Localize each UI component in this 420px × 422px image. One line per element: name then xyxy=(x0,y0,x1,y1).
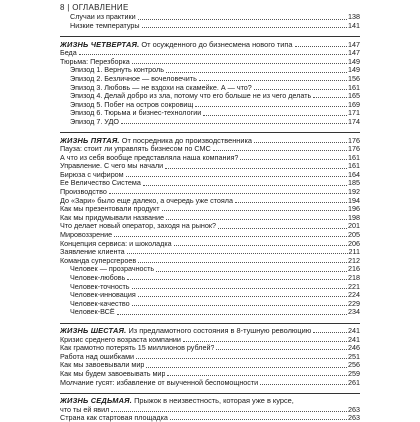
toc-entry xyxy=(60,361,360,370)
toc-entry-title: Эпизод 1. Вернуть контроль xyxy=(70,66,164,75)
toc-entry-title: Человек — прозрачность xyxy=(70,265,155,274)
toc-entry-title: Эпизод 6. Тюрьма и бизнес-технологии xyxy=(70,109,202,118)
dot-leader xyxy=(240,159,347,160)
toc-page-number: 259 xyxy=(348,368,360,378)
toc-entry-title xyxy=(60,397,294,405)
toc-page-number: 149 xyxy=(348,56,360,66)
toc-part-title: От посредника до производственника xyxy=(121,136,253,145)
toc-entry-title: Эпизод 2. Безличное — вочеловечить xyxy=(70,74,197,83)
dot-leader xyxy=(132,288,348,289)
dot-leader xyxy=(165,168,347,169)
dot-leader xyxy=(142,27,347,28)
toc-entry-title: Как мы придумывали название xyxy=(60,213,164,222)
toc-entry-title: Кризис среднего возраста компании xyxy=(60,335,181,344)
toc-entry-title: Случаи из практики xyxy=(70,13,136,22)
toc-page-number: 176 xyxy=(348,135,360,145)
toc-page-number: 196 xyxy=(348,204,360,214)
toc-entry xyxy=(60,13,360,22)
header-separator: | xyxy=(67,3,70,12)
dot-leader xyxy=(254,89,347,90)
toc-page-number: 229 xyxy=(348,298,360,308)
toc-entry xyxy=(60,179,360,188)
toc-part-heading xyxy=(60,132,360,145)
dot-leader xyxy=(260,384,347,385)
toc-entry xyxy=(60,378,360,387)
toc-entry xyxy=(60,57,360,66)
toc-page-number: 211 xyxy=(348,247,360,257)
toc-entry xyxy=(60,171,360,180)
toc-entry-title: Эпизод 4. Делай добро из зла, потому что его больше не из чего делать xyxy=(70,92,312,101)
toc-page-number: 218 xyxy=(348,273,360,283)
dot-leader xyxy=(195,106,347,107)
toc-entry-title: Как мы завоевывали мир xyxy=(60,361,145,370)
toc-entry xyxy=(60,248,360,257)
dot-leader xyxy=(183,341,347,342)
dot-leader xyxy=(109,193,347,194)
toc-part-heading xyxy=(60,393,360,406)
toc-page-number: 251 xyxy=(348,351,360,361)
toc-part-keyword: ЖИЗНЬ ЧЕТВЕРТАЯ. xyxy=(60,40,140,49)
toc-part-title: Из предламотного состояния в 8-тушную революцию xyxy=(128,326,312,335)
toc-entry xyxy=(60,100,360,109)
toc-entry-title: Заявление клиента xyxy=(60,248,125,257)
dot-leader xyxy=(313,332,347,333)
dot-leader xyxy=(199,80,347,81)
toc-page-number: 165 xyxy=(348,91,360,101)
toc-part-title: От осужденного до бизнесмена нового типа xyxy=(141,40,293,49)
toc-entry-title: Молчание гусят: избавление от выученной беспомощности xyxy=(60,378,259,387)
toc-page-number: 201 xyxy=(348,221,360,231)
toc-page-number: 246 xyxy=(348,343,360,353)
dot-leader xyxy=(162,210,347,211)
toc-page-number: 263 xyxy=(348,404,360,414)
dot-leader xyxy=(132,63,347,64)
dot-leader xyxy=(235,202,347,203)
toc-entry xyxy=(60,231,360,240)
toc-entry xyxy=(60,205,360,214)
toc-entry-title: Бирюза с чифиром xyxy=(60,170,124,179)
toc-page-number: 161 xyxy=(348,82,360,92)
toc-page-number: 234 xyxy=(348,307,360,317)
dot-leader xyxy=(166,219,347,220)
toc-entry xyxy=(60,291,360,300)
toc-entry-title: Эпизод 7. УДО xyxy=(70,117,120,126)
toc-entry xyxy=(60,256,360,265)
toc-entry-title: До «Зари» было еще далеко, а очередь уже стояла xyxy=(60,196,233,205)
dot-leader xyxy=(136,358,347,359)
toc-entry-title: Человек-качество xyxy=(70,299,130,308)
toc-entry-title: Что делает новый оператор, заходя на рынок? xyxy=(60,222,217,231)
toc-entry-title xyxy=(60,327,311,335)
toc-entry xyxy=(60,66,360,75)
page-number: 8 xyxy=(60,3,65,12)
toc-entry-title: Как мы презентовали продукт xyxy=(60,205,160,214)
toc-page-number: 224 xyxy=(348,290,360,300)
toc-entry-title: Беда xyxy=(60,49,77,58)
toc-page-number: 212 xyxy=(348,255,360,265)
dot-leader xyxy=(254,142,347,143)
toc-entry-title xyxy=(60,41,293,49)
toc-page-number: 171 xyxy=(348,108,360,118)
dot-leader xyxy=(127,279,347,280)
toc-entry xyxy=(60,405,360,413)
toc-entry-title: Эпизод 3. Любовь — не вздохи на скамейке. А — что? xyxy=(70,83,252,92)
toc-page-number: 221 xyxy=(348,281,360,291)
toc-entry-title: Человек-ВСЁ xyxy=(70,308,115,317)
toc-entry xyxy=(60,75,360,84)
toc-page-number: 174 xyxy=(348,116,360,126)
toc-entry xyxy=(60,162,360,171)
dot-leader xyxy=(213,150,347,151)
toc-page-number: 241 xyxy=(348,334,360,344)
toc-entry-title: Пауза: стоит ли управлять бизнесом по СМС xyxy=(60,145,211,154)
running-head xyxy=(60,3,129,12)
toc-entry xyxy=(60,282,360,291)
table-of-contents xyxy=(60,13,360,422)
dot-leader xyxy=(114,236,347,237)
toc-entry-title: Ее Величество Система xyxy=(60,179,141,188)
toc-page-number: 241 xyxy=(348,325,360,335)
toc-entry xyxy=(60,92,360,101)
dot-leader xyxy=(203,115,347,116)
toc-entry xyxy=(60,414,360,422)
toc-page-number: 206 xyxy=(348,238,360,248)
dot-leader xyxy=(138,262,347,263)
dot-leader xyxy=(146,367,347,368)
toc-entry xyxy=(60,344,360,353)
dot-leader xyxy=(111,411,347,412)
dot-leader xyxy=(218,228,347,229)
toc-entry-title: Управление. С чего мы начали xyxy=(60,162,164,171)
toc-page-number: 147 xyxy=(348,39,360,49)
toc-entry xyxy=(60,118,360,127)
toc-entry xyxy=(60,22,360,31)
toc-entry-title: Как грамотно потерять 15 миллионов рублей? xyxy=(60,344,215,353)
toc-entry xyxy=(60,213,360,222)
toc-page-number: 164 xyxy=(348,169,360,179)
toc-entry xyxy=(60,239,360,248)
dot-leader xyxy=(295,46,347,47)
toc-entry xyxy=(60,188,360,197)
dot-leader xyxy=(117,314,347,315)
toc-entry-title xyxy=(60,137,252,145)
toc-entry-title: Эпизод 5. Побег на остров сокровищ xyxy=(70,100,194,109)
dot-leader xyxy=(132,305,347,306)
toc-entry-title: Человек-инновация xyxy=(70,291,136,300)
toc-page-number: 161 xyxy=(348,152,360,162)
dot-leader xyxy=(313,97,347,98)
toc-entry xyxy=(60,109,360,118)
dot-leader xyxy=(127,253,348,254)
dot-leader xyxy=(156,271,347,272)
toc-entry xyxy=(60,145,360,154)
toc-page-number: 149 xyxy=(348,65,360,75)
page-title: ОГЛАВЛЕНИЕ xyxy=(72,3,129,12)
toc-entry-title: Человек-любовь xyxy=(70,274,126,283)
toc-page-number: 147 xyxy=(348,48,360,58)
toc-part-heading xyxy=(60,323,360,336)
dot-leader xyxy=(167,375,347,376)
toc-entry-title: Как мы будем завоевывать мир xyxy=(60,369,166,378)
toc-page-number: 141 xyxy=(348,20,360,30)
dot-leader xyxy=(126,176,347,177)
toc-entry xyxy=(60,83,360,92)
toc-page-number: 261 xyxy=(348,377,360,387)
toc-entry-title: Человек-точность xyxy=(70,282,130,291)
toc-entry-title: Страна как стартовая площадка xyxy=(60,414,168,422)
toc-page-number: 156 xyxy=(348,73,360,83)
toc-page-number: 185 xyxy=(348,178,360,188)
toc-page-number: 138 xyxy=(348,12,360,22)
dot-leader xyxy=(174,245,347,246)
toc-part-heading xyxy=(60,36,360,49)
toc-entry-title: Производство xyxy=(60,188,107,197)
dot-leader xyxy=(138,19,347,20)
toc-entry xyxy=(60,265,360,274)
dot-leader xyxy=(121,123,347,124)
dot-leader xyxy=(79,54,347,55)
toc-page-number: 263 xyxy=(348,413,360,422)
dot-leader xyxy=(216,349,347,350)
toc-entry xyxy=(60,49,360,58)
toc-entry-title: Низкие температуры xyxy=(70,21,140,30)
toc-page-number: 198 xyxy=(348,212,360,222)
toc-page-number: 161 xyxy=(348,161,360,171)
toc-entry-title: Работа над ошибками xyxy=(60,352,135,361)
toc-entry-title: Тюрьма: Перезборка xyxy=(60,57,130,66)
toc-page-number: 169 xyxy=(348,99,360,109)
toc-page-number: 256 xyxy=(348,360,360,370)
toc-entry-title: что ты ей явил xyxy=(60,405,110,414)
toc-entry-title: Концепция сервиса: и шоколадка xyxy=(60,239,172,248)
toc-entry-title: А что из себя вообще представляла наша компания? xyxy=(60,153,239,162)
toc-entry xyxy=(60,274,360,283)
toc-entry xyxy=(60,222,360,231)
toc-page-number: 205 xyxy=(348,230,360,240)
toc-entry xyxy=(60,299,360,308)
toc-entry xyxy=(60,153,360,162)
toc-entry xyxy=(60,308,360,317)
toc-entry-title: Мировоззрение xyxy=(60,231,113,240)
toc-part-title: Прыжок в неизвестность, которая уже в курсе, xyxy=(134,397,294,406)
toc-entry-title: Команда суперсгероев xyxy=(60,256,137,265)
toc-part-keyword: ЖИЗНЬ ШЕСТАЯ. xyxy=(60,326,127,335)
toc-entry xyxy=(60,352,360,361)
toc-page-number: 176 xyxy=(348,144,360,154)
toc-page-number: 192 xyxy=(348,187,360,197)
dot-leader xyxy=(138,296,347,297)
toc-page-number: 216 xyxy=(348,264,360,274)
dot-leader xyxy=(166,72,347,73)
toc-part-keyword: ЖИЗНЬ СЕДЬМАЯ. xyxy=(60,397,133,406)
toc-entry xyxy=(60,370,360,379)
toc-entry xyxy=(60,196,360,205)
dot-leader xyxy=(143,185,347,186)
toc-page-number: 194 xyxy=(348,195,360,205)
toc-entry xyxy=(60,335,360,344)
toc-part-keyword: ЖИЗНЬ ПЯТАЯ. xyxy=(60,136,120,145)
